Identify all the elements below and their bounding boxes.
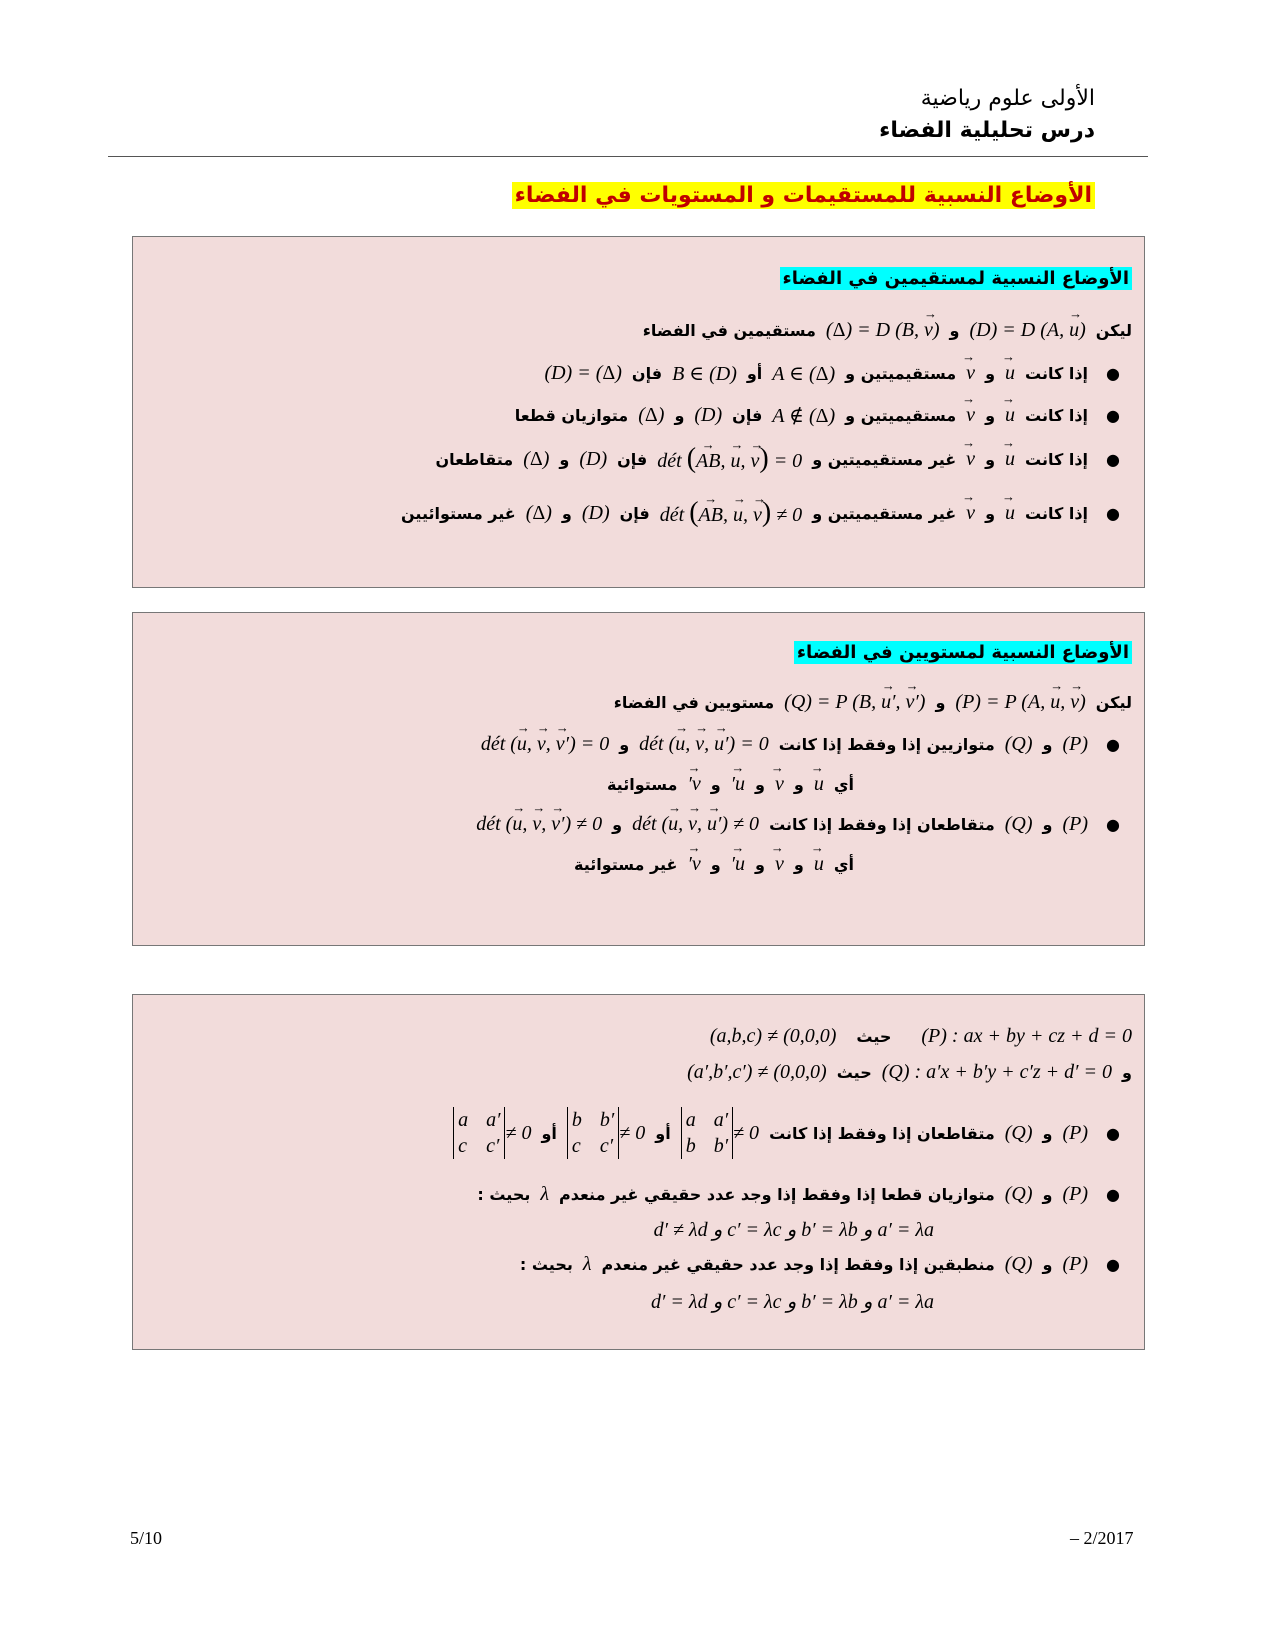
- equation-Q: و (Q) : a′x + b′y + c′z + d′ = 0 حيث (a′,b′,c′) ≠ (0,0,0): [687, 1061, 1132, 1083]
- lines-case-3: ● إذا كانت u → و v → غير مستقيميتين و dét (AB →, u →, v →) = 0 فإن (D) و (Δ) متقاطعان: [435, 445, 1132, 473]
- lines-intro: ليكن (D) = D (A, u →) و (Δ) = D (B, v →) مستقيمين في الفضاء: [643, 319, 1132, 342]
- header-level: الأولى علوم رياضية: [920, 86, 1095, 111]
- page-number: 5/10: [130, 1528, 163, 1548]
- equations-section-box: [132, 994, 1145, 1350]
- main-title: الأوضاع النسبية للمستقيمات و المستويات في الفضاء: [512, 182, 1095, 209]
- header-lesson: درس تحليلية الفضاء: [879, 118, 1095, 143]
- planes-intro: ليكن (P) = P (A, u →, v →) و (Q) = P (B, u′ →, v′ →) مستويين في الفضاء: [614, 691, 1132, 714]
- det-a-c: a a′ c c′: [453, 1107, 505, 1159]
- equations-case-intersect: ● (P) و (Q) متقاطعان إذا وفقط إذا كانت a a′ b b′ ≠ 0 أو b b′ c c′ ≠ 0 أو a a′ c c′ ≠ 0: [453, 1107, 1132, 1159]
- lines-case-1: ● إذا كانت u → و v → مستقيميتين و A ∈ (Δ) أو B ∈ (D) فإن (D) = (Δ): [544, 361, 1132, 386]
- equations-parallel-relation: a′ = λa و b′ = λb و c′ = λc و d′ ≠ λd: [653, 1219, 934, 1241]
- footer-date: – 2/2017: [1070, 1528, 1134, 1548]
- det-a-b: a a′ b b′: [681, 1107, 733, 1159]
- det-b-c: b b′ c c′: [567, 1107, 619, 1159]
- header-rule: [108, 156, 1148, 157]
- lines-case-2: ● إذا كانت u → و v → مستقيميتين و A ∉ (Δ) فإن (D) و (Δ) متوازيان قطعا: [515, 403, 1132, 428]
- planes-case-parallel: ● (P) و (Q) متوازيين إذا وفقط إذا كانت dét (u →, v →, u′ →) = 0 و dét (u →, v →, v′ →) = 0: [481, 733, 1132, 756]
- equation-P: (P) : ax + by + cz + d = 0 حيث (a,b,c) ≠ (0,0,0): [709, 1025, 1132, 1047]
- planes-section-box: [132, 612, 1145, 946]
- lines-case-4: ● إذا كانت u → و v → غير مستقيميتين و dét (AB →, u →, v →) ≠ 0 فإن (D) و (Δ) غير مستوائيين: [401, 499, 1132, 527]
- lines-section-box: [132, 236, 1145, 588]
- equations-case-coincide: ● (P) و (Q) منطبقين إذا وفقط إذا وجد عدد حقيقي غير منعدم λ بحيث :: [519, 1253, 1120, 1275]
- planes-case-intersect: ● (P) و (Q) متقاطعان إذا وفقط إذا كانت dét (u →, v →, u′ →) ≠ 0 و dét (u →, v →, v′ →) ≠ 0: [476, 813, 1132, 836]
- planes-case-intersect-line2: أي u → و v → و u′ → و v′ → غير مستوائية: [574, 853, 854, 876]
- planes-section-title: الأوضاع النسبية لمستويين في الفضاء: [794, 641, 1132, 664]
- lines-section-title: الأوضاع النسبية لمستقيمين في الفضاء: [780, 267, 1132, 290]
- planes-case-parallel-line2: أي u → و v → و u′ → و v′ → مستوائية: [607, 773, 854, 796]
- equations-coincide-relation: a′ = λa و b′ = λb و c′ = λc و d′ = λd: [651, 1291, 934, 1313]
- equations-case-parallel: ● (P) و (Q) متوازيان قطعا إذا وفقط إذا وجد عدد حقيقي غير منعدم λ بحيث :: [477, 1183, 1120, 1205]
